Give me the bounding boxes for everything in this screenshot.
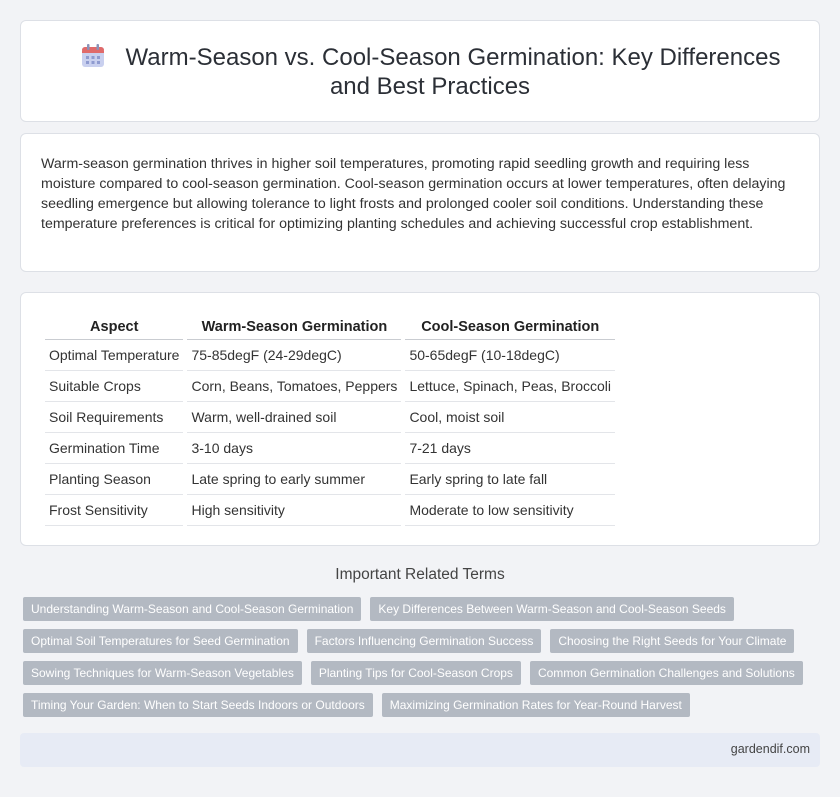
comparison-table	[41, 315, 619, 526]
site-name[interactable]: gardendif.com	[730, 742, 810, 756]
calendar-icon	[80, 43, 106, 69]
cell-aspect: Frost Sensitivity	[45, 495, 183, 526]
table-header-row	[45, 315, 615, 340]
header	[61, 43, 799, 101]
table-row	[45, 402, 615, 433]
cell-cool: 50-65degF (10-18degC)	[405, 340, 615, 371]
cell-cool: Lettuce, Spinach, Peas, Broccoli	[405, 371, 615, 402]
related-terms-list	[23, 597, 823, 725]
related-term-link[interactable]: Understanding Warm-Season and Cool-Season Germination	[23, 597, 361, 621]
tag-row	[23, 693, 823, 717]
related-term-link[interactable]: Maximizing Germination Rates for Year-Round Harvest	[382, 693, 690, 717]
comparison-card	[20, 292, 820, 546]
table-row	[45, 371, 615, 402]
cell-warm: High sensitivity	[187, 495, 401, 526]
header-card	[20, 20, 820, 122]
table-row	[45, 495, 615, 526]
header-warm-season: Warm-Season Germination	[187, 315, 401, 340]
page-title-text: Warm-Season vs. Cool-Season Germination: Key Differences and Best Practices	[125, 44, 781, 100]
related-term-link[interactable]: Choosing the Right Seeds for Your Climate	[550, 629, 794, 653]
table-row	[45, 433, 615, 464]
cell-warm: 75-85degF (24-29degC)	[187, 340, 401, 371]
related-terms-heading: Important Related Terms	[335, 566, 505, 583]
page-title	[61, 43, 799, 101]
table-row	[45, 340, 615, 371]
related-term-link[interactable]: Factors Influencing Germination Success	[307, 629, 542, 653]
cell-cool: Early spring to late fall	[405, 464, 615, 495]
intro-paragraph: Warm-season germination thrives in higher soil temperatures, promoting rapid seedling growth and requiring less moisture compared to cool-season germination. Cool-season germination occurs at lower temperatures, often delaying seedling emergence but allowing tolerance to light frosts and prolonged cooler soil conditions. Understanding these temperature preferences is critical for optimizing planting schedules and achieving successful crop establishment.	[41, 156, 786, 232]
related-term-link[interactable]: Timing Your Garden: When to Start Seeds Indoors or Outdoors	[23, 693, 373, 717]
related-term-link[interactable]: Optimal Soil Temperatures for Seed Germination	[23, 629, 298, 653]
cell-cool: Cool, moist soil	[405, 402, 615, 433]
cell-aspect: Suitable Crops	[45, 371, 183, 402]
footer	[20, 733, 820, 767]
related-term-link[interactable]: Sowing Techniques for Warm-Season Vegetables	[23, 661, 302, 685]
cell-cool: Moderate to low sensitivity	[405, 495, 615, 526]
header-aspect: Aspect	[45, 315, 183, 340]
cell-cool: 7-21 days	[405, 433, 615, 464]
cell-warm: Corn, Beans, Tomatoes, Peppers	[187, 371, 401, 402]
tag-row	[23, 597, 823, 621]
cell-warm: 3-10 days	[187, 433, 401, 464]
intro-card	[20, 133, 820, 272]
cell-aspect: Soil Requirements	[45, 402, 183, 433]
cell-aspect: Optimal Temperature	[45, 340, 183, 371]
related-term-link[interactable]: Planting Tips for Cool-Season Crops	[311, 661, 521, 685]
table-row	[45, 464, 615, 495]
cell-warm: Warm, well-drained soil	[187, 402, 401, 433]
related-term-link[interactable]: Common Germination Challenges and Solutions	[530, 661, 803, 685]
cell-aspect: Planting Season	[45, 464, 183, 495]
tag-row	[23, 629, 823, 653]
header-cool-season: Cool-Season Germination	[405, 315, 615, 340]
tag-row	[23, 661, 823, 685]
related-term-link[interactable]: Key Differences Between Warm-Season and Cool-Season Seeds	[370, 597, 734, 621]
cell-aspect: Germination Time	[45, 433, 183, 464]
cell-warm: Late spring to early summer	[187, 464, 401, 495]
